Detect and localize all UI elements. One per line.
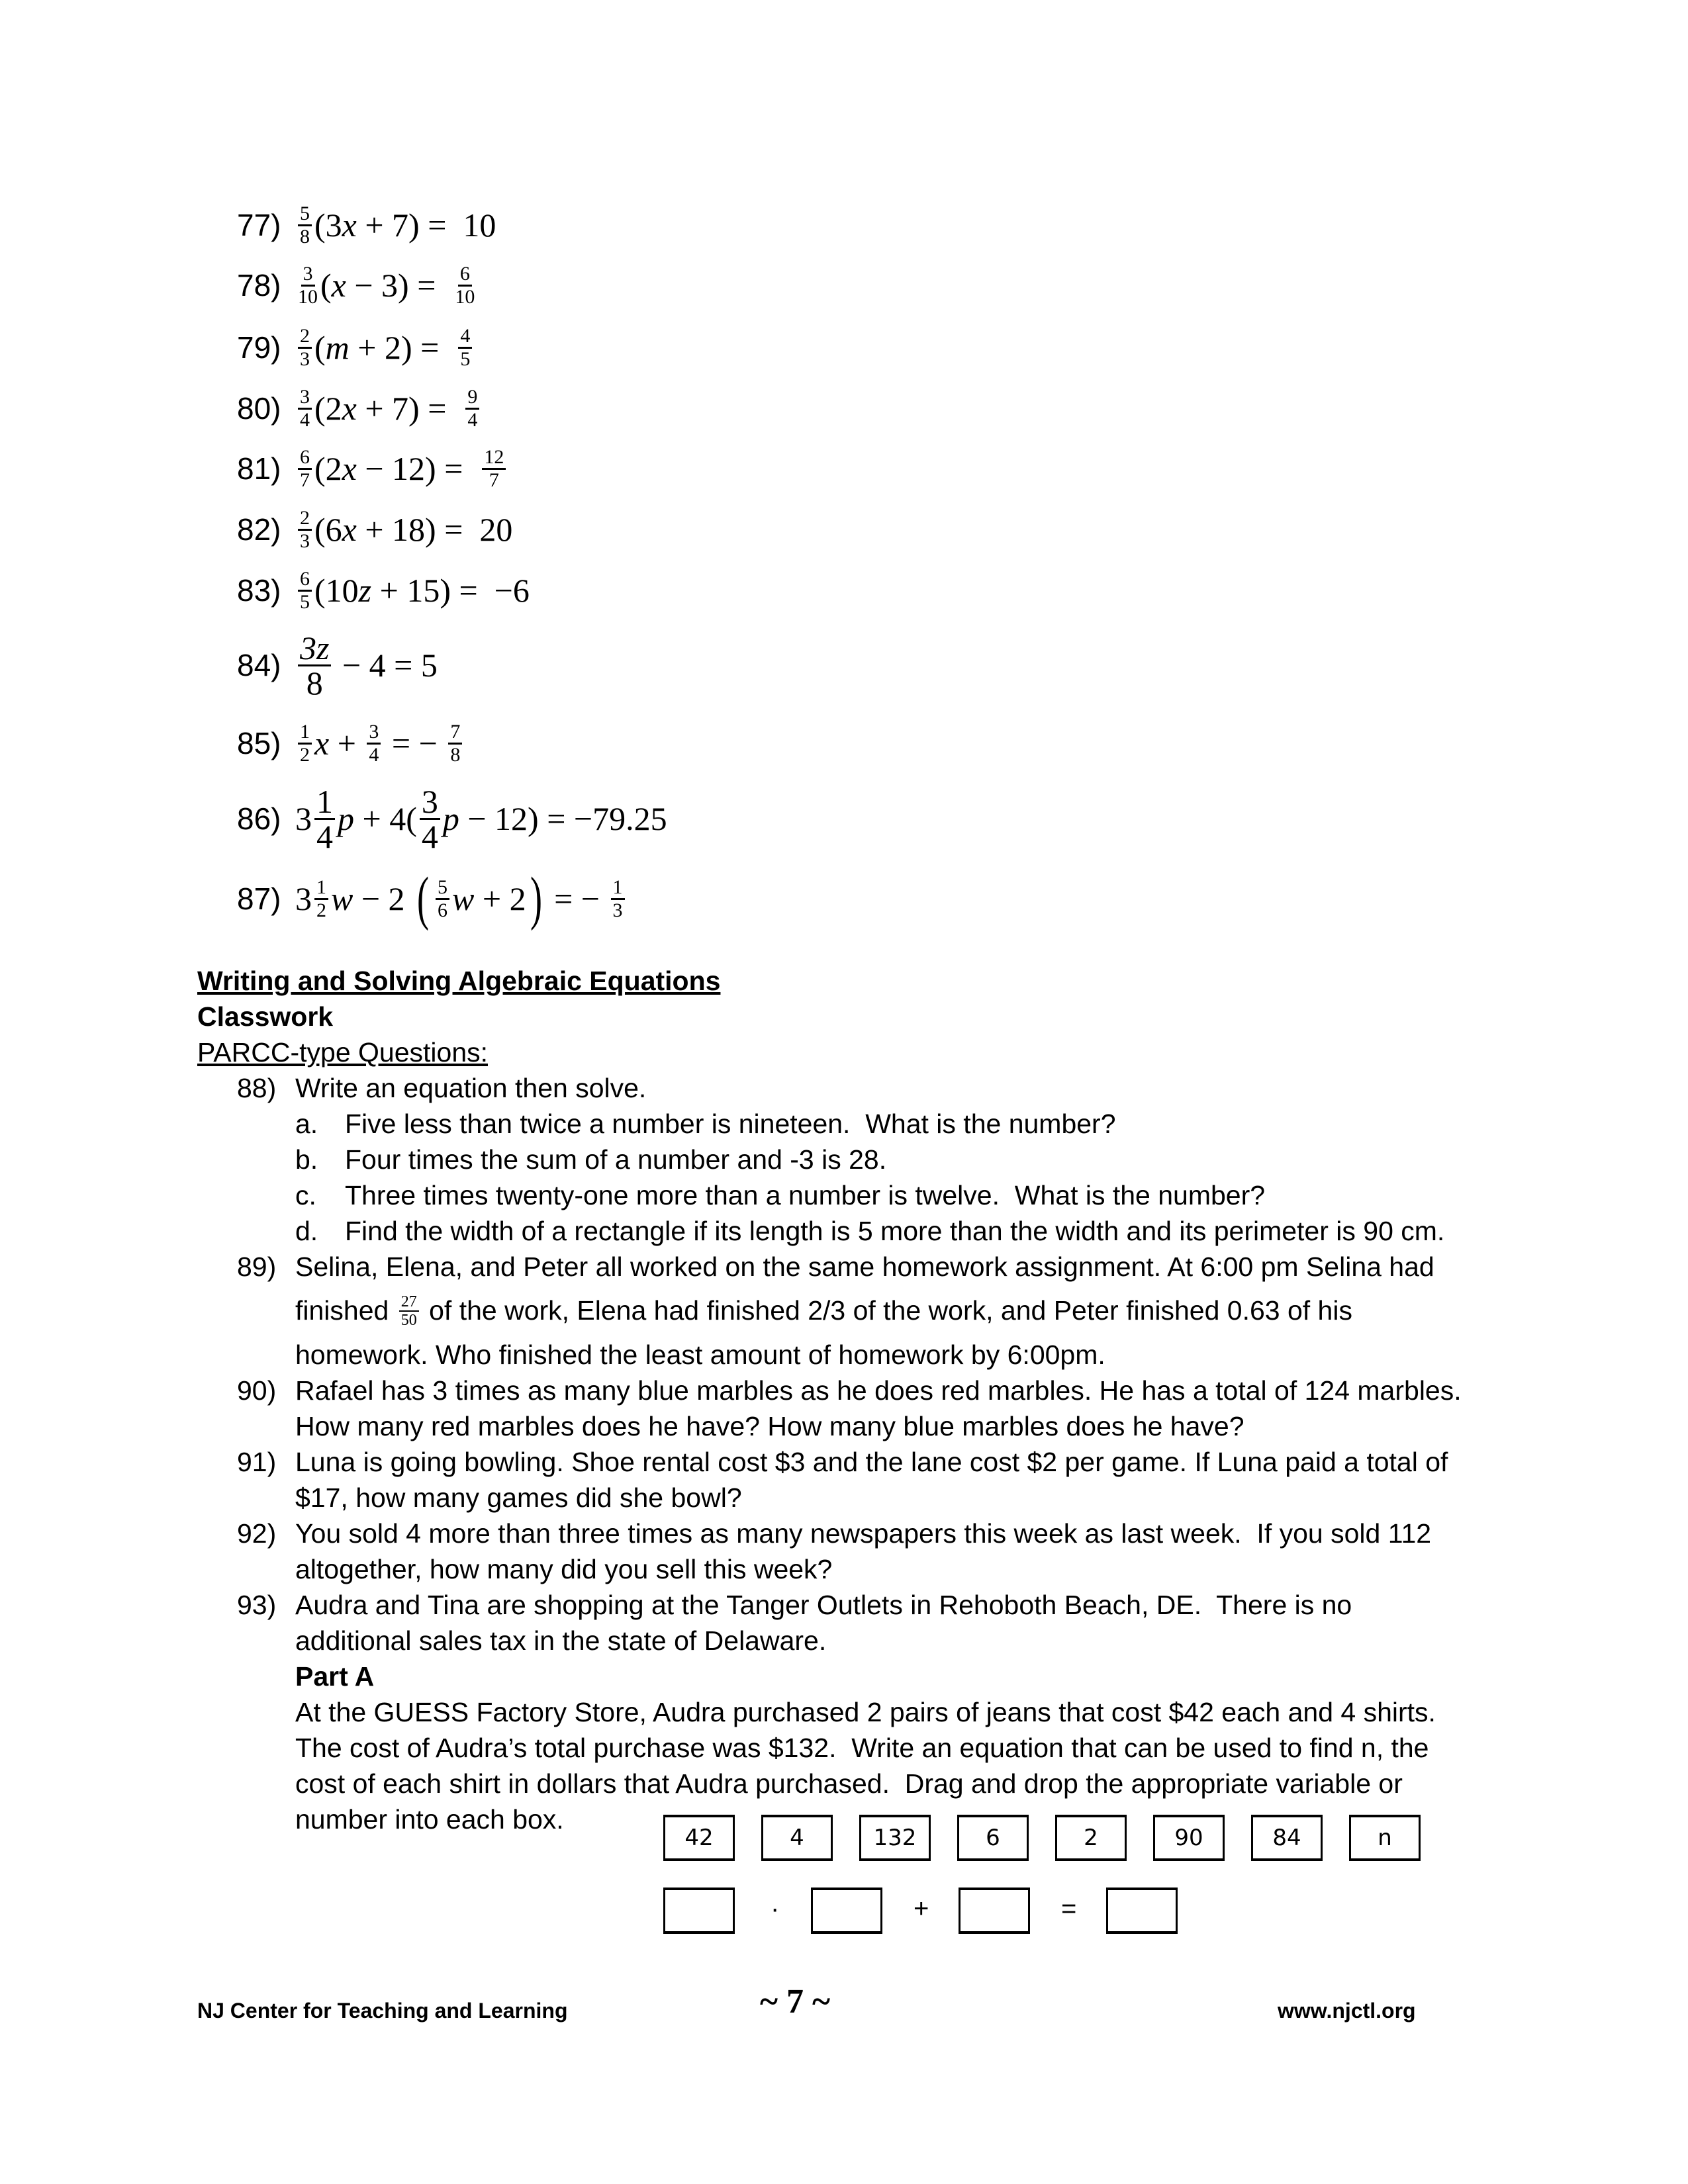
numerator: 9 (465, 387, 479, 410)
question-91-line (197, 1480, 1521, 1516)
question-text: Selina, Elena, and Peter all worked on the same homework assignment. At 6:00 pm Selina had (295, 1251, 1434, 1282)
fraction (611, 877, 625, 921)
item-text: Five less than twice a number is nineteen. What is the number? (345, 1109, 1116, 1139)
numerator: 1 (314, 877, 328, 900)
equation-expression (295, 508, 512, 552)
fraction (455, 263, 475, 308)
question-text: The cost of Audra’s total purchase was $132. Write an equation that can be used to find n, the (295, 1733, 1429, 1763)
question-text: of the work, Elena had finished 2/3 of the work, and Peter finished 0.63 of his (421, 1295, 1352, 1326)
item-letter: b. (295, 1144, 318, 1175)
fraction (314, 782, 335, 855)
math-text: + 4( (354, 800, 417, 837)
equation-row (237, 713, 465, 773)
equation-row (237, 195, 496, 255)
equation-number: 79) (237, 330, 281, 365)
denominator: 2 (300, 743, 310, 766)
numerator: 6 (298, 447, 312, 470)
equation-number: 83) (237, 573, 281, 608)
fraction (298, 387, 312, 431)
numerator: 2 (298, 508, 312, 531)
parenthesis: ( (417, 866, 430, 931)
denominator: 10 (298, 285, 318, 308)
fraction (367, 721, 381, 766)
variable: x (314, 725, 330, 762)
equation-expression (295, 782, 667, 855)
fraction (298, 263, 318, 308)
fraction (420, 782, 440, 855)
question-93-line (197, 1623, 1521, 1659)
answer-tile[interactable]: 132 (859, 1815, 931, 1861)
answer-tile[interactable]: 84 (1251, 1815, 1323, 1861)
equation-number: 78) (237, 268, 281, 302)
drop-box-2[interactable] (811, 1888, 882, 1934)
answer-tile[interactable]: 2 (1055, 1815, 1127, 1861)
variable: x (342, 511, 357, 548)
item-text: Three times twenty-one more than a number is twelve. What is the number? (345, 1180, 1266, 1210)
variable: z (358, 572, 372, 609)
fraction (436, 877, 449, 921)
variable: p (338, 800, 354, 837)
equation-number: 77) (237, 208, 281, 242)
variable: p (442, 800, 459, 837)
question-text: finished (295, 1295, 397, 1326)
math-text: (2 (314, 450, 342, 487)
question-88b (197, 1142, 1521, 1177)
variable: x (342, 450, 357, 487)
question-text: How many red marbles does he have? How many blue marbles does he have? (295, 1411, 1244, 1441)
fraction (298, 326, 312, 370)
item-letter: a. (295, 1109, 318, 1139)
denominator: 6 (438, 899, 448, 921)
denominator: 2 (316, 899, 326, 921)
equation-expression (295, 631, 438, 700)
denominator: 3 (612, 899, 623, 921)
numerator: 2 (298, 326, 312, 349)
parcc-label: PARCC-type Questions: (197, 1037, 489, 1068)
equation-number: 86) (237, 801, 281, 836)
equation-expression (295, 866, 628, 931)
item-letter: d. (295, 1216, 318, 1246)
fraction (482, 447, 506, 491)
question-number: 93) (237, 1590, 277, 1620)
math-text: − 12) = −79.25 (459, 800, 667, 837)
variable: w (331, 880, 353, 917)
denominator: 7 (489, 469, 499, 491)
question-93 (197, 1587, 1521, 1623)
numerator: 3z (298, 631, 331, 666)
answer-tile[interactable]: 6 (957, 1815, 1029, 1861)
variable: w (452, 880, 475, 917)
equation-number: 84) (237, 648, 281, 682)
question-number: 90) (237, 1375, 277, 1406)
denominator: 3 (300, 529, 310, 552)
part-a-line (197, 1766, 1521, 1801)
parenthesis: ) (530, 866, 542, 931)
numerator: 5 (298, 203, 312, 226)
question-text: $17, how many games did she bowl? (295, 1482, 742, 1513)
math-text: 3 (295, 800, 312, 837)
fraction (458, 326, 472, 370)
equation-number: 80) (237, 391, 281, 426)
question-88c (197, 1177, 1521, 1213)
equation-row (237, 255, 477, 315)
part-a-line (197, 1694, 1521, 1730)
math-text: + 2) = (349, 329, 456, 366)
equation-number: 82) (237, 512, 281, 547)
question-text: additional sales tax in the state of Delaware. (295, 1625, 827, 1656)
question-92-line (197, 1551, 1521, 1587)
denominator: 5 (460, 347, 471, 370)
denominator: 8 (450, 743, 461, 766)
part-a-label (197, 1659, 1521, 1694)
answer-tile[interactable]: 4 (761, 1815, 833, 1861)
numerator: 1 (611, 877, 625, 900)
denominator: 4 (467, 408, 478, 431)
denominator: 8 (306, 664, 323, 702)
drop-box-4[interactable] (1106, 1888, 1178, 1934)
denominator: 4 (421, 817, 438, 855)
writing-equations-section (197, 963, 1521, 1837)
answer-tile[interactable]: 42 (663, 1815, 735, 1861)
numerator: 7 (448, 721, 462, 745)
equation-row (237, 379, 482, 438)
numerator: 3 (298, 387, 312, 410)
answer-tile[interactable]: 90 (1153, 1815, 1225, 1861)
item-letter: c. (295, 1180, 316, 1210)
math-text: + 2 (474, 880, 526, 917)
equation-row (237, 500, 512, 559)
drop-box-1[interactable] (663, 1888, 735, 1934)
equation-row (237, 318, 475, 377)
footer-website[interactable]: www.njctl.org (1278, 1999, 1416, 2023)
question-88d (197, 1213, 1521, 1249)
math-text: 3 (295, 880, 312, 917)
question-89-line (197, 1285, 1521, 1337)
numerator: 12 (482, 447, 506, 470)
math-text: + (329, 725, 365, 762)
math-text: ( (314, 329, 326, 366)
equation-number: 85) (237, 726, 281, 760)
numerator: 1 (298, 721, 312, 745)
math-text: = − (545, 880, 608, 917)
question-text: At the GUESS Factory Store, Audra purchased 2 pairs of jeans that cost $42 each and 4 shirts. (295, 1697, 1436, 1727)
question-92 (197, 1516, 1521, 1551)
equation-expression (295, 326, 475, 370)
denominator: 3 (300, 347, 310, 370)
equation-row (237, 561, 530, 620)
denominator: 8 (300, 225, 310, 248)
question-90 (197, 1373, 1521, 1408)
fraction (399, 1293, 419, 1329)
page-number: ~ 7 ~ (760, 1983, 831, 2021)
math-text: − 4 = 5 (334, 647, 438, 684)
fraction (298, 631, 331, 700)
denominator: 10 (455, 285, 475, 308)
question-89 (197, 1249, 1521, 1285)
question-text: homework. Who finished the least amount of homework by 6:00pm. (295, 1340, 1105, 1370)
section-title: Writing and Solving Algebraic Equations (197, 966, 721, 996)
math-text: − 12) = (356, 450, 480, 487)
question-91 (197, 1444, 1521, 1480)
math-text: (3 (314, 206, 342, 244)
numerator: 27 (399, 1293, 419, 1312)
denominator: 4 (300, 408, 310, 431)
fraction (298, 508, 312, 552)
denominator: 5 (300, 590, 310, 613)
equation-expression (295, 569, 530, 613)
math-text: + 7) = (356, 390, 463, 427)
question-90-line (197, 1408, 1521, 1444)
numerator: 3 (301, 263, 315, 287)
equation-row (237, 629, 438, 702)
math-text: ( (320, 267, 332, 304)
item-text: Find the width of a rectangle if its length is 5 more than the width and its perimeter is 90 cm. (345, 1216, 1445, 1246)
variable: x (342, 206, 357, 244)
item-text: Four times the sum of a number and -3 is 28. (345, 1144, 887, 1175)
question-text: altogether, how many did you sell this week? (295, 1554, 833, 1584)
part-label: Part A (295, 1661, 375, 1692)
numerator: 3 (420, 785, 440, 820)
equation-expression (295, 387, 482, 431)
equation-row (237, 782, 667, 855)
fraction (448, 721, 462, 766)
question-text: Luna is going bowling. Shoe rental cost $3 and the lane cost $2 per game. If Luna paid a total of (295, 1447, 1448, 1477)
equation-expression (295, 263, 477, 308)
fraction (298, 569, 312, 613)
math-text: − 3) = (346, 267, 453, 304)
numerator: 1 (314, 785, 335, 820)
question-89-line (197, 1337, 1521, 1373)
multiply-symbol: · (771, 1894, 780, 1923)
math-text: = − (383, 725, 446, 762)
fraction (298, 721, 312, 766)
math-text: + 18) = 20 (356, 511, 513, 548)
math-text: (2 (314, 390, 342, 427)
plus-symbol: + (914, 1894, 929, 1923)
question-text: Audra and Tina are shopping at the Tanger Outlets in Rehoboth Beach, DE. There is no (295, 1590, 1352, 1620)
equation-expression (295, 721, 465, 766)
equation-row (237, 439, 508, 498)
numerator: 6 (298, 569, 312, 592)
question-88a (197, 1106, 1521, 1142)
fraction (298, 447, 312, 491)
question-88 (197, 1070, 1521, 1106)
question-text: number into each box. (295, 1804, 564, 1835)
equation-expression (295, 447, 508, 491)
equation-expression (295, 203, 496, 248)
variable: x (342, 390, 357, 427)
math-text: + 15) = −6 (371, 572, 530, 609)
footer-organization: NJ Center for Teaching and Learning (197, 1999, 568, 2023)
numerator: 6 (458, 263, 472, 287)
question-text: You sold 4 more than three times as many newspapers this week as last week. If you sold 112 (295, 1518, 1432, 1549)
fraction (298, 203, 312, 248)
denominator: 4 (369, 743, 379, 766)
math-text: (6 (314, 511, 342, 548)
question-text: Rafael has 3 times as many blue marbles as he does red marbles. He has a total of 124 marbles. (295, 1375, 1462, 1406)
question-number: 92) (237, 1518, 277, 1549)
fraction (314, 877, 328, 921)
equals-symbol: = (1061, 1894, 1077, 1923)
numerator: 4 (458, 326, 472, 349)
equation-number: 81) (237, 451, 281, 486)
variable: x (331, 267, 346, 304)
math-text: + 7) = 10 (356, 206, 496, 244)
question-number: 88) (237, 1073, 277, 1103)
denominator: 50 (400, 1311, 417, 1329)
part-a-line (197, 1730, 1521, 1766)
question-number: 91) (237, 1447, 277, 1477)
section-subtitle: Classwork (197, 1001, 334, 1032)
question-text: Write an equation then solve. (295, 1073, 647, 1103)
math-text: − 2 (353, 880, 414, 917)
numerator: 5 (436, 877, 449, 900)
numerator: 3 (367, 721, 381, 745)
denominator: 4 (316, 817, 333, 855)
denominator: 7 (300, 469, 310, 491)
question-number: 89) (237, 1251, 277, 1282)
answer-tile[interactable]: n (1349, 1815, 1421, 1861)
drop-box-3[interactable] (959, 1888, 1030, 1934)
fraction (465, 387, 479, 431)
equation-row (237, 866, 628, 931)
equation-number: 87) (237, 882, 281, 916)
math-text: (10 (314, 572, 359, 609)
question-text: cost of each shirt in dollars that Audra purchased. Drag and drop the appropriate variable or (295, 1768, 1403, 1799)
variable: m (325, 329, 350, 366)
